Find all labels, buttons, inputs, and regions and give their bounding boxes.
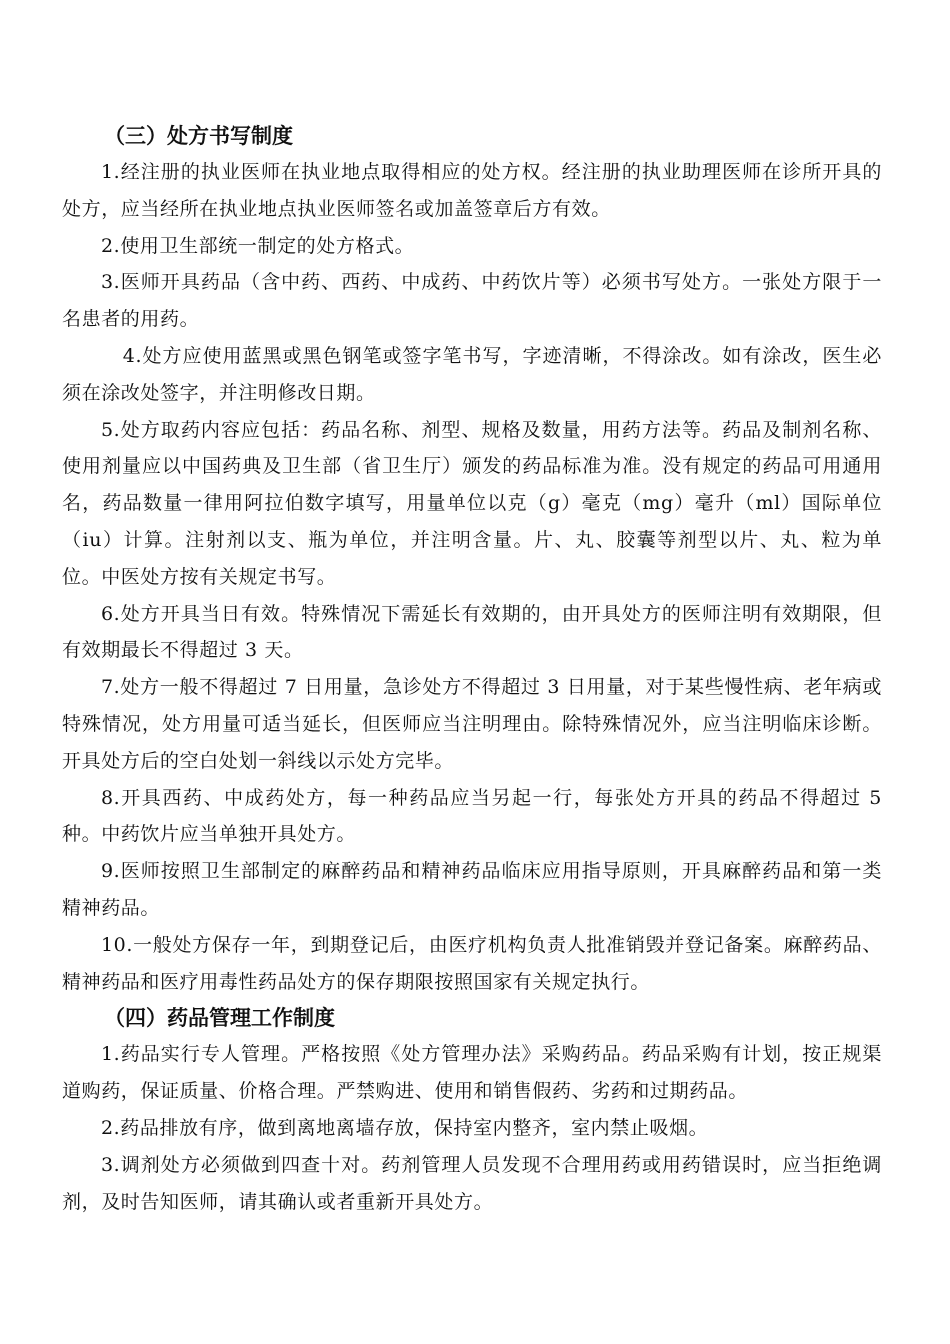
paragraph: 3.调剂处方必须做到四查十对。药剂管理人员发现不合理用药或用药错误时，应当拒绝调剂，及时告知医师，请其确认或者重新开具处方。: [62, 1153, 882, 1213]
paragraph: 6.处方开具当日有效。特殊情况下需延长有效期的，由开具处方的医师注明有效期限，但有效期最长不得超过 3 天。: [62, 602, 882, 662]
paragraph: 2.药品排放有序，做到离地离墙存放，保持室内整齐，室内禁止吸烟。: [100, 1116, 709, 1139]
paragraph: 8.开具西药、中成药处方，每一种药品应当另起一行，每张处方开具的药品不得超过 5 种。中药饮片应当单独开具处方。: [62, 786, 882, 846]
paragraph: 3.医师开具药品（含中药、西药、中成药、中药饮片等）必须书写处方。一张处方限于一名患者的用药。: [62, 271, 882, 331]
paragraph: 7.处方一般不得超过 7 日用量，急诊处方不得超过 3 日用量，对于某些慢性病、老年病或特殊情况，处方用量可适当延长，但医师应当注明理由。除特殊情况外，应当注明临床诊断。开具处方后的空白处划一斜线以示处方完毕。: [62, 676, 882, 772]
paragraph: 5.处方取药内容应包括：药品名称、剂型、规格及数量，用药方法等。药品及制剂名称、使用剂量应以中国药典及卫生部（省卫生厅）颁发的药品标准为准。没有规定的药品可用通用名，药品数量一律用阿拉伯数字填写，用量单位以克（g）毫克（mg）毫升（ml）国际单位（iu）计算。注射剂以支、瓶为单位，并注明含量。片、丸、胶囊等剂型以片、丸、粒为单位。中医处方按有关规定书写。: [62, 418, 882, 588]
document-page: [62, 118, 882, 1220]
paragraph: 2.使用卫生部统一制定的处方格式。: [100, 234, 415, 257]
section-heading-prescription-writing: （三）处方书写制度: [104, 124, 293, 148]
section-heading-drug-management: （四）药品管理工作制度: [104, 1006, 335, 1031]
paragraph: 10.一般处方保存一年，到期登记后，由医疗机构负责人批准销毁并登记备案。麻醉药品、精神药品和医疗用毒性药品处方的保存期限按照国家有关规定执行。: [62, 933, 882, 993]
paragraph: 1.药品实行专人管理。严格按照《处方管理办法》采购药品。药品采购有计划，按正规渠道购药，保证质量、价格合理。严禁购进、使用和销售假药、劣药和过期药品。: [62, 1043, 882, 1103]
paragraph: 9.医师按照卫生部制定的麻醉药品和精神药品临床应用指导原则，开具麻醉药品和第一类精神药品。: [62, 860, 882, 919]
paragraph: 4.处方应使用蓝黑或黑色钢笔或签字笔书写，字迹清晰，不得涂改。如有涂改，医生必须在涂改处签字，并注明修改日期。: [62, 344, 882, 404]
paragraph: 1.经注册的执业医师在执业地点取得相应的处方权。经注册的执业助理医师在诊所开具的处方，应当经所在执业地点执业医师签名或加盖签章后方有效。: [62, 161, 882, 220]
